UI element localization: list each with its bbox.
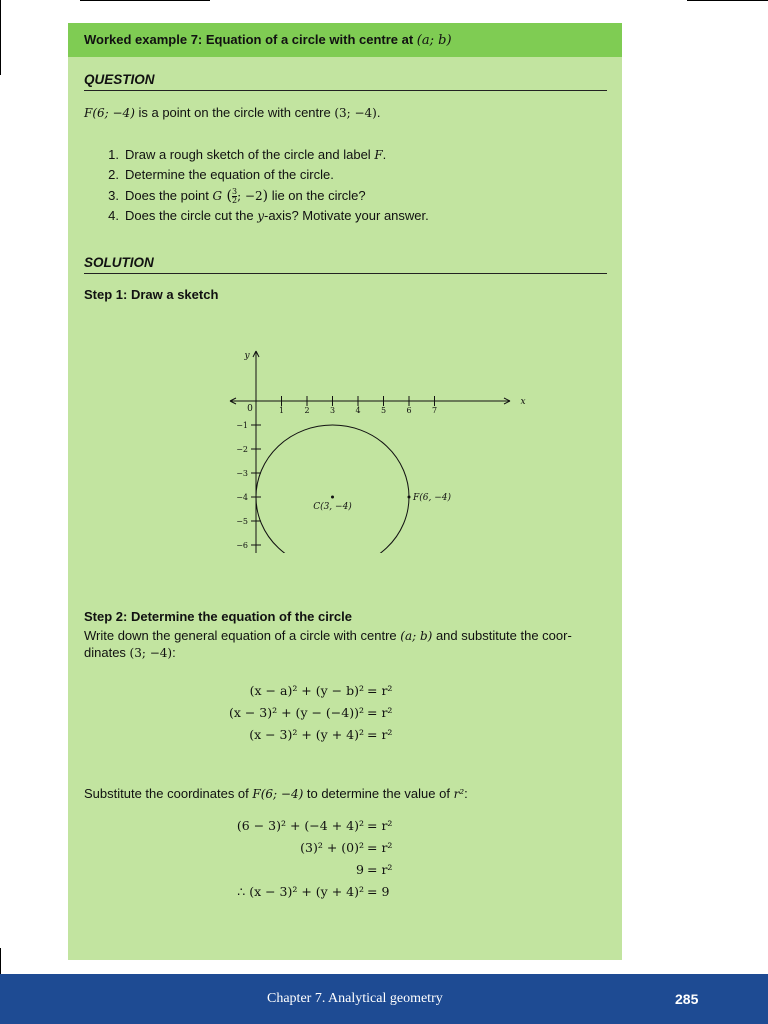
worked-example-panel [68, 23, 622, 960]
equation-lhs: (x − 3)² + (y + 4)² [249, 727, 364, 742]
substitute-sentence: Substitute the coordinates of F(6; −4) to determine the value of r²: [84, 786, 468, 801]
list-item: 3. Does the point G ( $\frac{3}{2}$ ; −2) lie on the circle? [108, 186, 366, 205]
circle-sketch [218, 343, 538, 553]
y-tick-label: −6 [236, 541, 248, 550]
x-axis-label: x [520, 397, 526, 407]
y-tick-label: −2 [236, 445, 248, 454]
equation-lhs: (6 − 3)² + (−4 + 4)² [236, 818, 364, 833]
point-f [408, 496, 411, 499]
worked-example-title: Worked example 7: Equation of a circle with centre at (a; b) [84, 32, 452, 48]
question-intro: F(6; −4) is a point on the circle with centre (3; −4). [84, 105, 381, 120]
step1-title: Step 1: Draw a sketch [84, 287, 219, 302]
list-item: 1. Draw a rough sketch of the circle and label F. [108, 147, 387, 162]
step2-paragraph-line1: Write down the general equation of a circle with centre (a; b) and substitute the coor- [84, 628, 572, 643]
x-tick-label: 2 [304, 406, 310, 415]
crop-mark [0, 948, 1, 974]
x-tick-label: 1 [278, 406, 285, 415]
equation-rhs: = r² [367, 840, 393, 855]
page-number: 285 [675, 991, 699, 1007]
step2-title: Step 2: Determine the equation of the circle [84, 609, 352, 624]
x-tick-label: 4 [355, 406, 361, 415]
crop-mark [687, 0, 768, 1]
circle-outline [256, 425, 409, 553]
y-tick-label: −3 [236, 469, 248, 478]
worked-example-header [68, 23, 622, 57]
crop-mark [80, 0, 210, 1]
page-footer [0, 974, 768, 1024]
list-item: 2. Determine the equation of the circle. [108, 167, 334, 183]
equation-lhs: ∴ (x − 3)² + (y + 4)² [237, 884, 364, 899]
x-tick-label: 7 [431, 406, 438, 415]
x-tick-label: 6 [406, 406, 412, 415]
equation-rhs: = r² [367, 862, 393, 877]
x-tick-label: 3 [329, 406, 336, 415]
equation-rhs: = r² [367, 818, 393, 833]
y-tick-label: −4 [236, 493, 248, 502]
equation-rhs: = r² [367, 683, 393, 698]
equation-lhs: (x − 3)² + (y − (−4))² [228, 705, 364, 720]
question-heading: QUESTION [84, 72, 607, 91]
crop-mark [0, 0, 1, 75]
chapter-title: Chapter 7. Analytical geometry [267, 991, 443, 1006]
equation-block-general [68, 683, 622, 753]
y-axis-label: y [244, 351, 250, 361]
y-tick-label: −1 [236, 421, 248, 430]
point-f-label: F(6, −4) [413, 493, 451, 503]
centre-label: C(3, −4) [313, 502, 352, 512]
origin-label: 0 [247, 404, 253, 414]
x-tick-label: 5 [380, 406, 387, 415]
equation-rhs: = 9 [367, 884, 390, 899]
question-list [84, 147, 429, 228]
equation-lhs: 9 [356, 862, 364, 877]
equation-lhs: (x − a)² + (y − b)² [249, 683, 364, 698]
equation-rhs: = r² [367, 727, 393, 742]
step2-paragraph-line2: dinates (3; −4): [84, 645, 176, 660]
list-item: 4. Does the circle cut the y-axis? Motivate your answer. [108, 207, 429, 223]
equation-lhs: (3)² + (0)² [300, 840, 364, 855]
y-tick-label: −5 [236, 517, 248, 526]
equation-block-substitution [68, 818, 622, 908]
centre-point [331, 496, 334, 499]
equation-rhs: = r² [367, 705, 393, 720]
solution-heading: SOLUTION [84, 255, 607, 274]
